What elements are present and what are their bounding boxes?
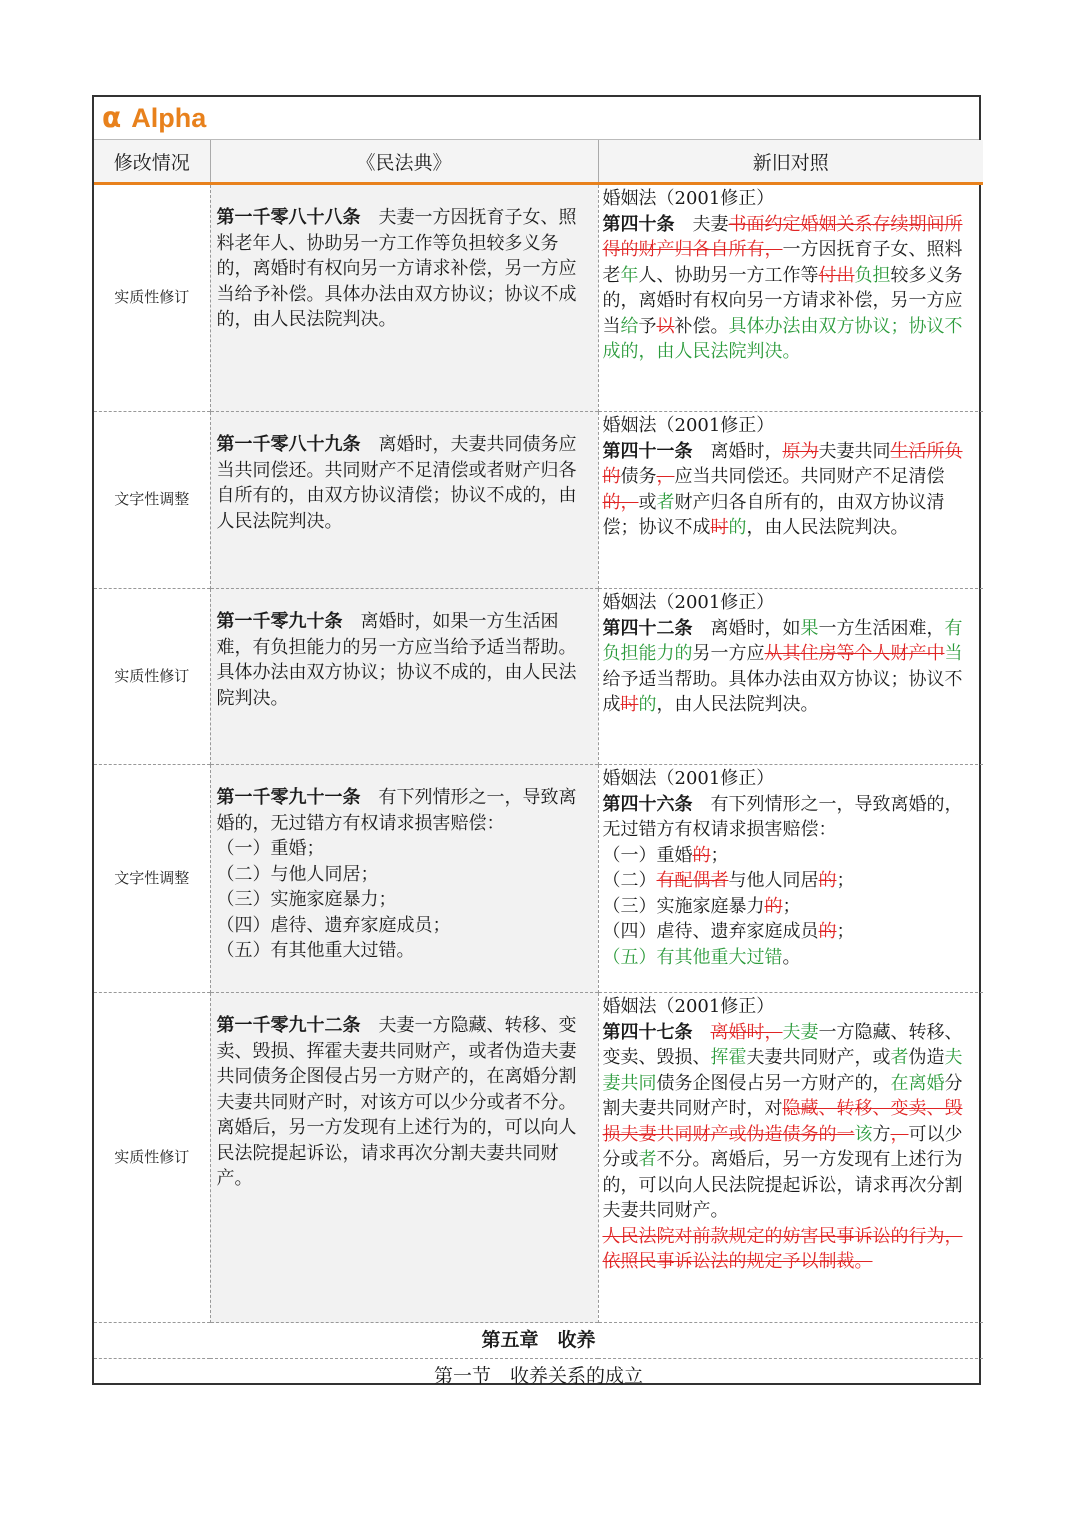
header-kind: 修改情况: [94, 140, 210, 184]
unchanged-text: ，由人民法院判决。: [656, 694, 819, 715]
deleted-text: 的，: [602, 491, 639, 513]
unchanged-text: ；: [710, 844, 729, 866]
unchanged-text: （三）实施家庭暴力: [602, 895, 765, 917]
civil-code-article: [210, 589, 598, 765]
deleted-text: 付出: [818, 264, 855, 286]
unchanged-text: 债务企图侵占另一方财产的，: [656, 1072, 891, 1094]
civil-code-article: [210, 765, 598, 993]
deleted-paragraph: 人民法院对前款规定的妨害民事诉讼的行为，依照民事诉讼法的规定予以制裁。: [602, 1225, 963, 1272]
article-item: （一）重婚；: [216, 838, 325, 859]
table-row: [94, 993, 983, 1323]
old-article-number: 第四十六条: [602, 793, 693, 815]
unchanged-text: 一方生活困难，: [818, 617, 945, 639]
table-row: [94, 589, 983, 765]
table-row: [94, 412, 983, 589]
source-label: 婚姻法（2001修正）: [602, 592, 775, 613]
unchanged-text: 可以少分或: [602, 1123, 963, 1170]
old-article-number: 第四十二条: [602, 617, 693, 639]
added-text: 的: [638, 694, 657, 715]
added-text: 夫妻: [782, 1021, 819, 1043]
logo-bar: [94, 97, 979, 140]
section-title: 第一节 收养关系的成立: [94, 1359, 983, 1395]
unchanged-text: 给予适当帮助。具体办法由双方协议；协议不成: [602, 668, 963, 715]
added-text: 者: [638, 1149, 657, 1170]
unchanged-text: ；: [836, 921, 855, 942]
unchanged-text: （四）虐待、遗弃家庭成员: [602, 921, 819, 942]
comparison-table: [94, 140, 983, 1394]
added-text: 该: [854, 1123, 873, 1145]
unchanged-text: （二）: [602, 870, 657, 891]
unchanged-text: 伪造: [908, 1047, 945, 1068]
old-article-item: [603, 919, 981, 945]
unchanged-text: ；: [836, 870, 855, 891]
revision-kind: 实质性修订: [94, 993, 210, 1323]
old-law-comparison: [598, 412, 983, 589]
article-body: 离婚时，夫妻共同债务应当共同偿还。共同财产不足清偿或者财产归各自所有的，由双方协议清偿；协议不成的，由人民法院判决。: [216, 434, 577, 532]
unchanged-text: 夫妻共同: [818, 440, 891, 462]
added-text: 有负担能力的: [602, 617, 963, 664]
old-article-intro: 有下列情形之一，导致离婚的，无过错方有权请求损害赔偿：: [602, 793, 963, 840]
old-article-number: 第四十条: [602, 213, 675, 235]
article-item: （二）与他人同居；: [216, 863, 379, 885]
added-text: 给: [620, 315, 639, 337]
source-label: 婚姻法（2001修正）: [602, 996, 775, 1017]
unchanged-text: 予: [638, 315, 657, 337]
source-label: 婚姻法（2001修正）: [602, 415, 775, 436]
old-article-item: [603, 894, 981, 920]
unchanged-text: 另一方应: [692, 643, 765, 664]
article-body: 离婚时，如果一方生活困难，有负担能力的另一方应当给予适当帮助。具体办法由双方协议；协议不成的，由人民法院判决。: [216, 611, 577, 709]
deleted-text: 原为: [782, 440, 819, 462]
unchanged-text: ；: [782, 895, 801, 917]
added-text: 者: [890, 1047, 909, 1068]
article-number: 第一千零九十二条: [216, 1015, 361, 1036]
deleted-text: 以: [656, 315, 675, 337]
article-number: 第一千零九十条: [216, 611, 343, 632]
alpha-logo-icon: α: [102, 101, 122, 134]
section-row: [94, 1359, 983, 1395]
civil-code-article: [210, 993, 598, 1323]
article-number: 第一千零八十九条: [216, 434, 361, 455]
unchanged-text: 债务: [620, 466, 657, 487]
added-text: 年: [620, 264, 639, 286]
deleted-text: 有配偶者: [656, 870, 729, 891]
revision-kind: 文字性调整: [94, 412, 210, 589]
added-text: 挥霍: [710, 1047, 747, 1068]
article-item: （四）虐待、遗弃家庭成员；: [216, 914, 451, 936]
added-text: 负担: [854, 264, 891, 286]
unchanged-text: 较多义务的，离婚时有权向另一方请求补偿，另一方应当: [602, 264, 963, 337]
unchanged-text: 夫妻共同财产，或: [746, 1047, 891, 1068]
unchanged-text: 夫妻: [692, 213, 729, 235]
old-article-number: 第四十七条: [602, 1021, 693, 1043]
header-compare: 新旧对照: [598, 140, 983, 184]
deleted-text: ，: [890, 1123, 909, 1145]
added-text: 果: [800, 617, 819, 639]
revision-kind: 文字性调整: [94, 765, 210, 993]
added-text: （五）有其他重大过错: [602, 946, 783, 968]
unchanged-text: 与他人同居: [728, 870, 819, 891]
unchanged-text: 一方因抚育子女、照料老: [602, 239, 963, 286]
source-label: 婚姻法（2001修正）: [602, 768, 775, 789]
document-table: [92, 95, 981, 1385]
old-article-item: [603, 843, 981, 869]
chapter-title: 第五章 收养: [94, 1323, 983, 1359]
header-row: [94, 140, 983, 184]
revision-kind: 实质性修订: [94, 589, 210, 765]
article-body: 夫妻一方隐藏、转移、变卖、毁损、挥霍夫妻共同财产，或者伪造夫妻共同债务企图侵占另一方财产的，在离婚分割夫妻共同财产时，对该方可以少分或者不分。离婚后，另一方发现有上述行为的，可以向人民法院提起诉讼，请求再次分割夫妻共同财产。: [216, 1015, 577, 1189]
unchanged-text: 方: [872, 1123, 891, 1145]
deleted-text: 的: [764, 895, 783, 917]
unchanged-text: 离婚时，: [710, 440, 783, 462]
source-label: 婚姻法（2001修正）: [602, 188, 775, 209]
old-law-comparison: [598, 993, 983, 1323]
article-number: 第一千零八十八条: [216, 207, 361, 228]
old-law-comparison: [598, 589, 983, 765]
unchanged-text: 应当共同偿还。共同财产不足清偿: [674, 466, 945, 487]
added-text: 的: [728, 517, 747, 538]
table-row: [94, 184, 983, 412]
article-item: （三）实施家庭暴力；: [216, 889, 397, 910]
unchanged-text: 人、协助另一方工作等: [638, 264, 819, 286]
article-body: 有下列情形之一，导致离婚的，无过错方有权请求损害赔偿：: [216, 787, 577, 834]
unchanged-text: 不分。离婚后，另一方发现有上述行为的，可以向人民法院提起诉讼，请求再次分割夫妻共同财产。: [602, 1149, 963, 1221]
old-article-number: 第四十一条: [602, 440, 693, 462]
unchanged-text: （一）重婚: [602, 844, 693, 866]
civil-code-article: [210, 412, 598, 589]
chapter-row: [94, 1323, 983, 1359]
unchanged-text: 分割夫妻共同财产时，对: [602, 1072, 963, 1119]
deleted-text: 书面约定婚姻关系存续期间所得的财产归各自所有，: [602, 213, 963, 260]
old-article-item: [603, 868, 981, 894]
unchanged-text: 财产归各自所有的，由双方协议清偿；协议不成: [602, 491, 945, 538]
deleted-text: 从其住房等个人财产中: [764, 643, 945, 664]
deleted-text: 时: [620, 694, 639, 715]
old-article-item: [603, 945, 981, 971]
revision-kind: 实质性修订: [94, 184, 210, 412]
unchanged-text: 一方隐藏、转移、变卖、毁损、: [602, 1021, 963, 1068]
added-text: 具体办法由双方协议；协议不成的，由人民法院判决。: [602, 315, 963, 362]
unchanged-text: 补偿。: [674, 315, 729, 337]
old-law-comparison: [598, 184, 983, 412]
deleted-text: 隐藏、转移、变卖、毁损夫妻共同财产或伪造债务的一: [602, 1098, 963, 1145]
deleted-text: ，: [656, 466, 675, 487]
added-text: 者: [656, 491, 675, 513]
logo-text: Alpha: [131, 102, 207, 133]
civil-code-article: [210, 184, 598, 412]
added-text: 在离婚: [890, 1072, 945, 1094]
old-law-comparison: [598, 765, 983, 993]
unchanged-text: 或: [638, 491, 657, 513]
deleted-text: 离婚时，: [710, 1021, 783, 1043]
deleted-text: 的: [818, 870, 837, 891]
deleted-text: 的: [818, 921, 837, 942]
deleted-text: 生活所负的: [602, 440, 963, 487]
added-text: 当: [944, 643, 963, 664]
article-body: 夫妻一方因抚育子女、照料老年人、协助另一方工作等负担较多义务的，离婚时有权向另一方请求补偿，另一方应当给予补偿。具体办法由双方协议；协议不成的，由人民法院判决。: [216, 207, 577, 330]
deleted-text: 的: [692, 844, 711, 866]
unchanged-text: 。: [782, 946, 801, 968]
deleted-text: 时: [710, 517, 729, 538]
added-text: 夫妻共同: [602, 1047, 963, 1094]
table-row: [94, 765, 983, 993]
article-number: 第一千零九十一条: [216, 787, 361, 808]
unchanged-text: ，由人民法院判决。: [746, 517, 909, 538]
unchanged-text: 离婚时，如: [710, 617, 801, 639]
header-civil-code: 《民法典》: [210, 140, 598, 184]
article-item: （五）有其他重大过错。: [216, 940, 415, 961]
